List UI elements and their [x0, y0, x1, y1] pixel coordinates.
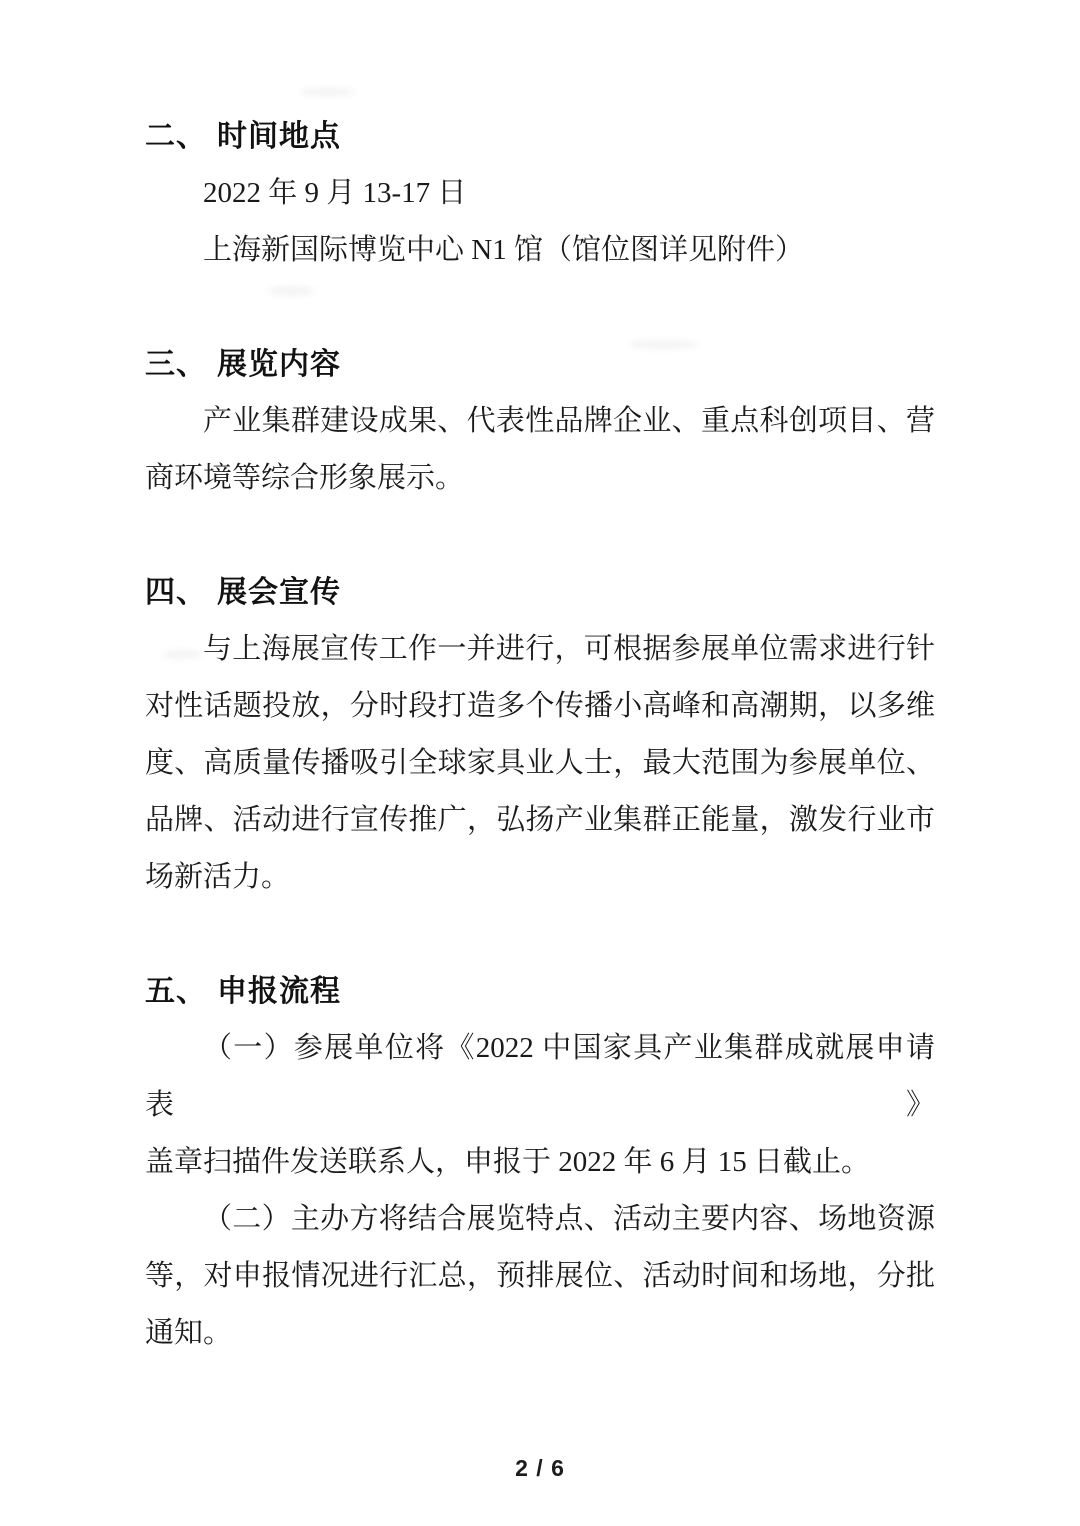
- section-title: 展会宣传: [217, 576, 341, 609]
- body-line: 通知。: [145, 1317, 233, 1349]
- section-application-process: [145, 963, 935, 1362]
- section-title: 申报流程: [217, 975, 341, 1008]
- body-line: 场新活力。: [145, 861, 291, 893]
- body-line: （一）参展单位将《2022 中国家具产业集群成就展申请表》: [145, 1032, 935, 1121]
- body-line: 品牌、活动进行宣传推广，弘扬产业集群正能量，激发行业市: [145, 804, 935, 836]
- section-exhibition-publicity: [145, 564, 935, 906]
- body-line: 等，对申报情况进行汇总，预排展位、活动时间和场地，分批: [145, 1260, 935, 1292]
- body-line: 商环境等综合形象展示。: [145, 462, 465, 494]
- body-line: 产业集群建设成果、代表性品牌企业、重点科创项目、营: [203, 405, 935, 437]
- section-heading: [145, 564, 935, 621]
- section-heading: [145, 336, 935, 393]
- section-heading: [145, 108, 935, 165]
- section-time-venue: [145, 108, 935, 279]
- body-line: 与上海展宣传工作一并进行，可根据参展单位需求进行针: [203, 633, 935, 665]
- body-line: 对性话题投放，分时段打造多个传播小高峰和高潮期，以多维: [145, 690, 935, 722]
- document-body: [145, 108, 935, 1362]
- body-line: 度、高质量传播吸引全球家具业人士，最大范围为参展单位、: [145, 747, 935, 779]
- section-number: 二、: [145, 120, 207, 153]
- body-line: 上海新国际博览中心 N1 馆（馆位图详见附件）: [203, 234, 804, 266]
- section-exhibition-content: [145, 336, 935, 507]
- section-heading: [145, 963, 935, 1020]
- section-number: 三、: [145, 348, 207, 381]
- body-line: 2022 年 9 月 13-17 日: [203, 177, 467, 209]
- section-number: 四、: [145, 576, 207, 609]
- section-number: 五、: [145, 975, 207, 1008]
- section-title: 展览内容: [217, 348, 341, 381]
- section-title: 时间地点: [217, 120, 341, 153]
- page-number: 2 / 6: [515, 1455, 565, 1481]
- scan-artifact: [300, 88, 355, 96]
- body-line: 盖章扫描件发送联系人，申报于 2022 年 6 月 15 日截止。: [145, 1146, 871, 1178]
- body-line: （二）主办方将结合展览特点、活动主要内容、场地资源: [203, 1203, 935, 1235]
